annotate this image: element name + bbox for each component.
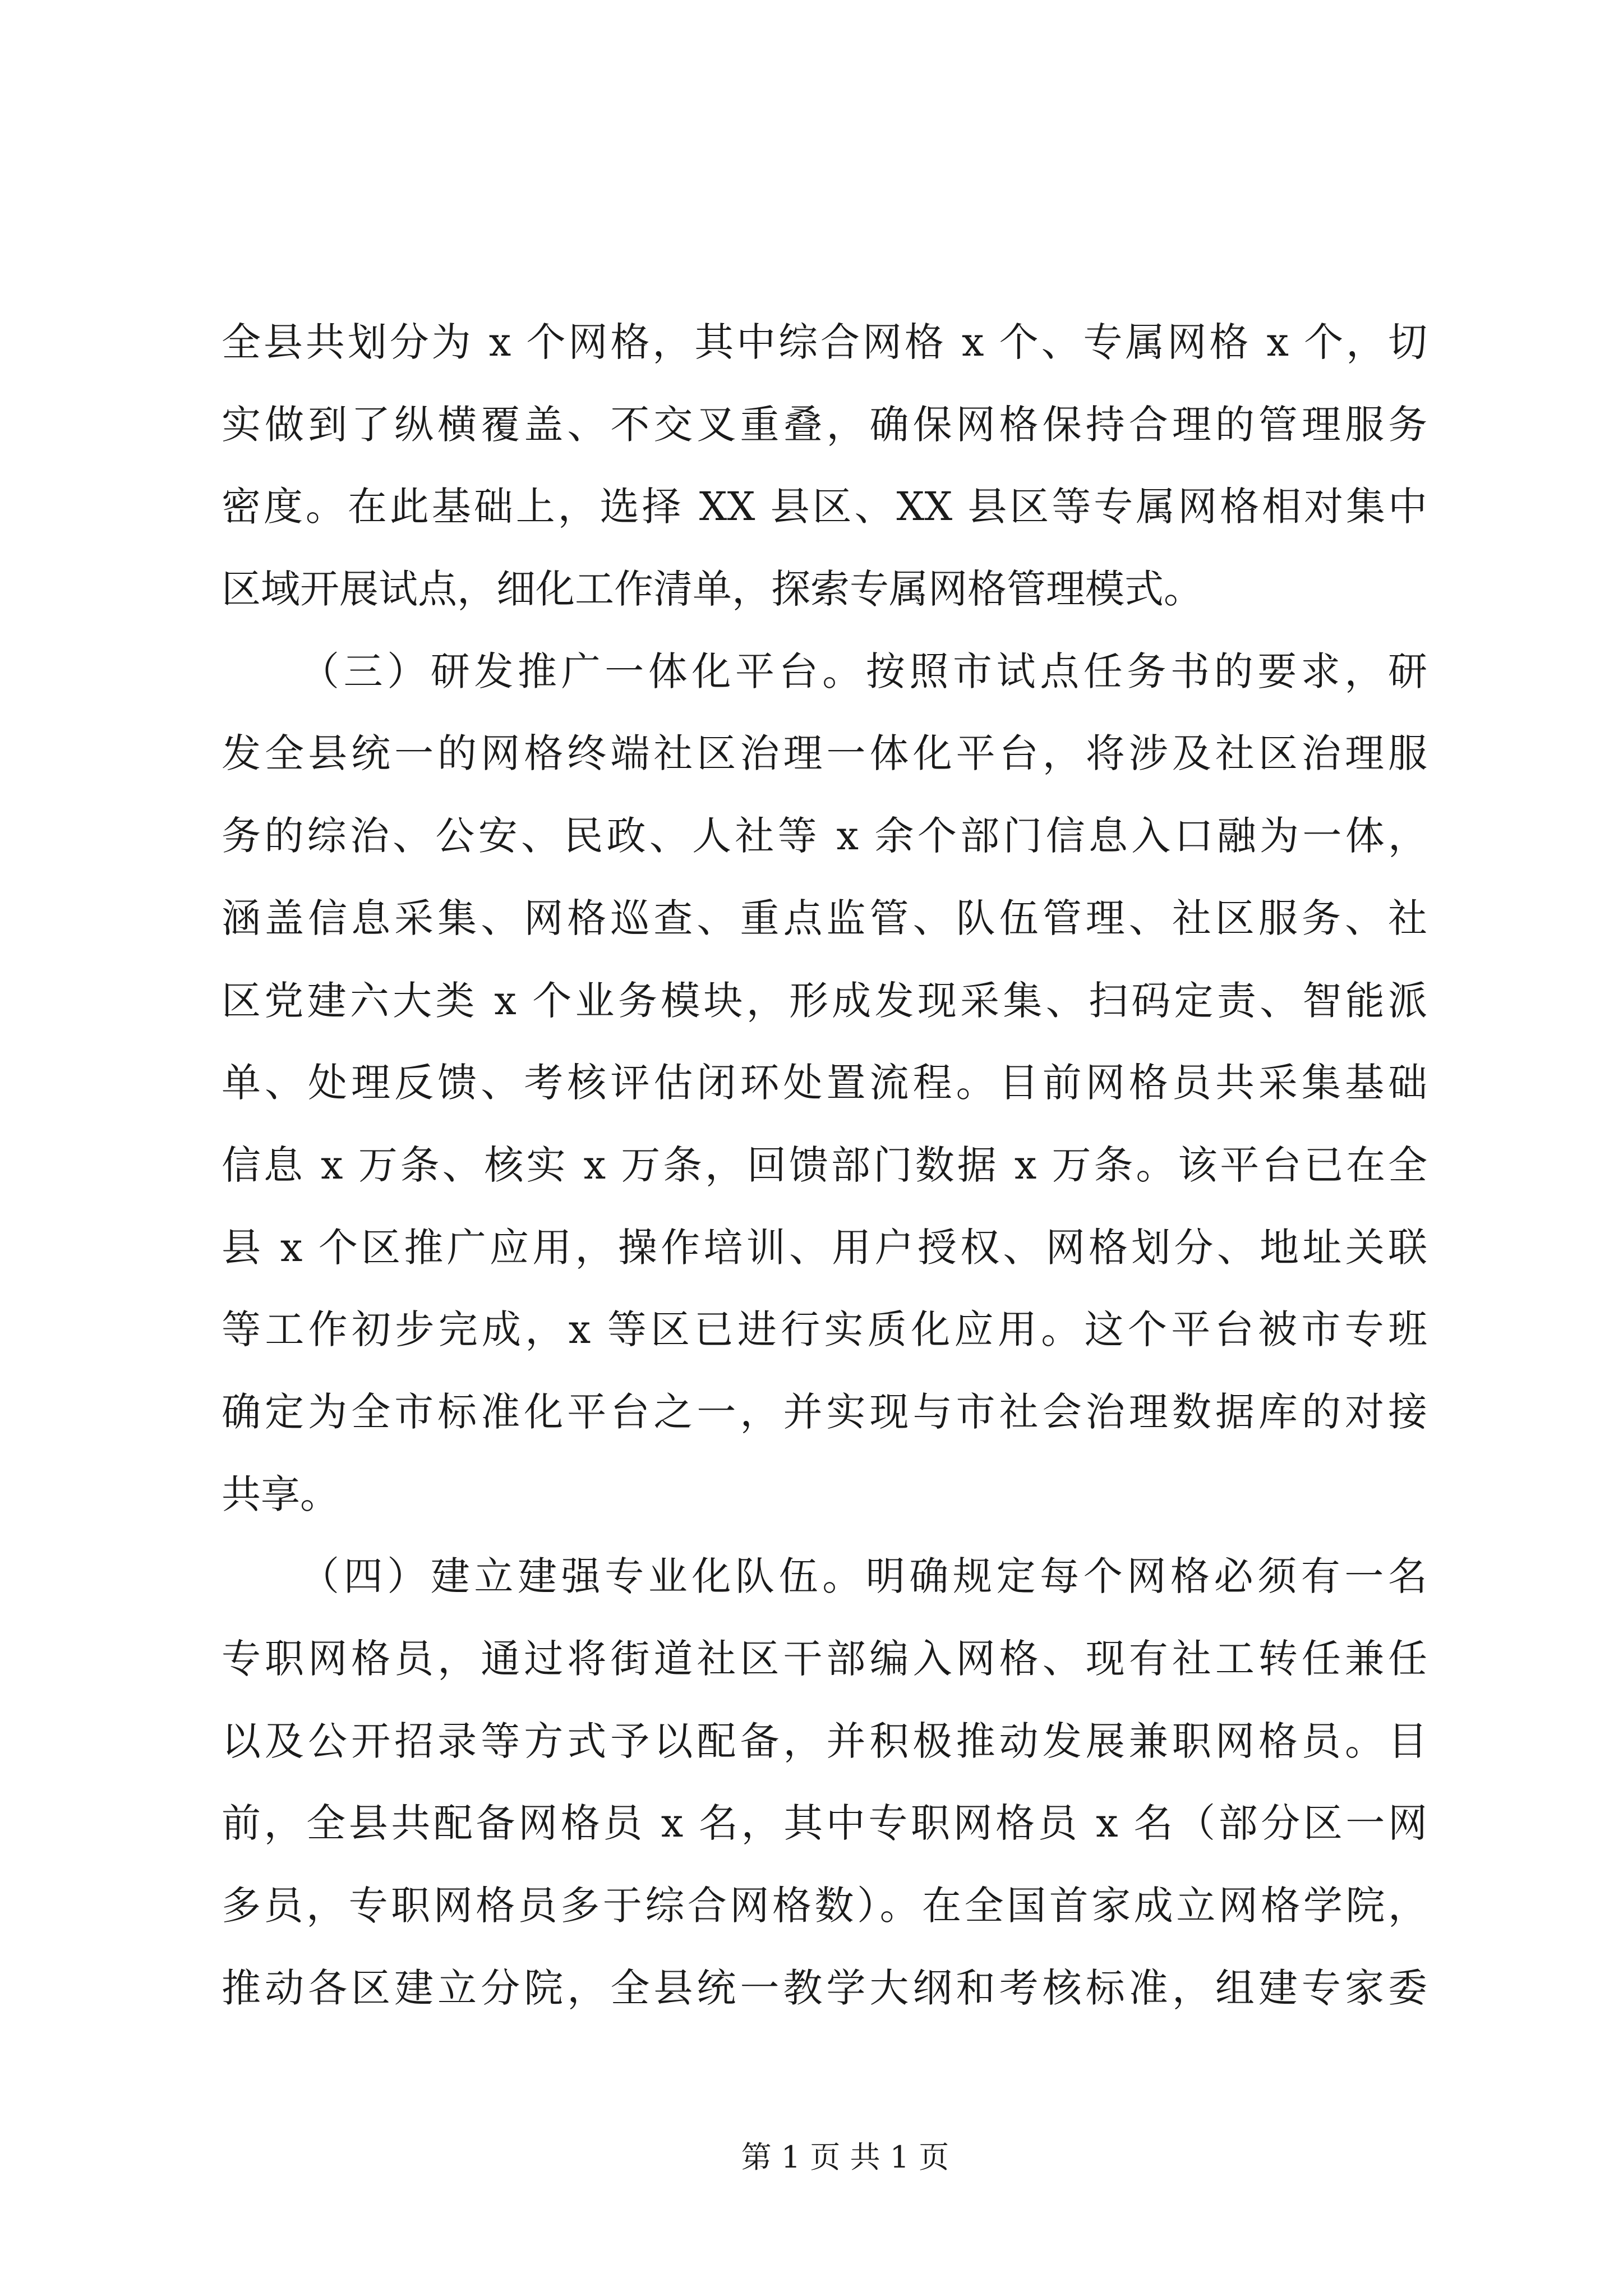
text-line: 推动各区建立分院，全县统一教学大纲和考核标准，组建专家委 xyxy=(222,1964,1427,2011)
text-line: 实做到了纵横覆盖、不交叉重叠，确保网格保持合理的管理服务 xyxy=(222,401,1427,448)
text-line: 全县共划分为 x 个网格，其中综合网格 x 个、专属网格 x 个，切 xyxy=(222,319,1427,365)
text-line: 等工作初步完成，x 等区已进行实质化应用。这个平台被市专班 xyxy=(222,1306,1427,1353)
text-line: （三）研发推广一体化平台。按照市试点任务书的要求，研 xyxy=(300,648,1427,694)
text-line: 共享。 xyxy=(222,1471,339,1517)
paragraph xyxy=(222,301,1427,631)
text-line: 涵盖信息采集、网格巡查、重点监管、队伍管理、社区服务、社 xyxy=(222,895,1427,941)
text-line: （四）建立建强专业化队伍。明确规定每个网格必须有一名 xyxy=(300,1553,1427,1600)
text-line: 密度。在此基础上，选择 XX 县区、XX 县区等专属网格相对集中 xyxy=(222,484,1427,530)
text-line: 多员，专职网格员多于综合网格数）。在全国首家成立网格学院， xyxy=(222,1883,1427,1929)
page-footer xyxy=(0,2137,1623,2178)
paragraph xyxy=(222,631,1427,1536)
text-line: 单、处理反馈、考核评估闭环处置流程。目前网格员共采集基础 xyxy=(222,1060,1427,1106)
text-line: 前，全县共配备网格员 x 名，其中专职网格员 x 名（部分区一网 xyxy=(222,1800,1427,1847)
text-line: 专职网格员，通过将街道社区干部编入网格、现有社工转任兼任 xyxy=(222,1636,1427,1682)
text-line: 以及公开招录等方式予以配备，并积极推动发展兼职网格员。目 xyxy=(222,1718,1427,1764)
page-number: 第 1 页 共 1 页 xyxy=(741,2139,949,2175)
text-line: 确定为全市标准化平台之一，并实现与市社会治理数据库的对接 xyxy=(222,1388,1427,1435)
text-line: 务的综治、公安、民政、人社等 x 余个部门信息入口融为一体， xyxy=(222,813,1427,859)
paragraph xyxy=(222,1535,1427,2029)
text-line: 区域开展试点，细化工作清单，探索专属网格管理模式。 xyxy=(222,566,1203,613)
text-line: 发全县统一的网格终端社区治理一体化平台，将涉及社区治理服 xyxy=(222,730,1427,777)
text-line: 区党建六大类 x 个业务模块，形成发现采集、扫码定责、智能派 xyxy=(222,977,1427,1024)
text-line: 县 x 个区推广应用，操作培训、用户授权、网格划分、地址关联 xyxy=(222,1224,1427,1271)
document-body xyxy=(222,301,1427,2029)
text-line: 信息 x 万条、核实 x 万条，回馈部门数据 x 万条。该平台已在全 xyxy=(222,1142,1427,1188)
